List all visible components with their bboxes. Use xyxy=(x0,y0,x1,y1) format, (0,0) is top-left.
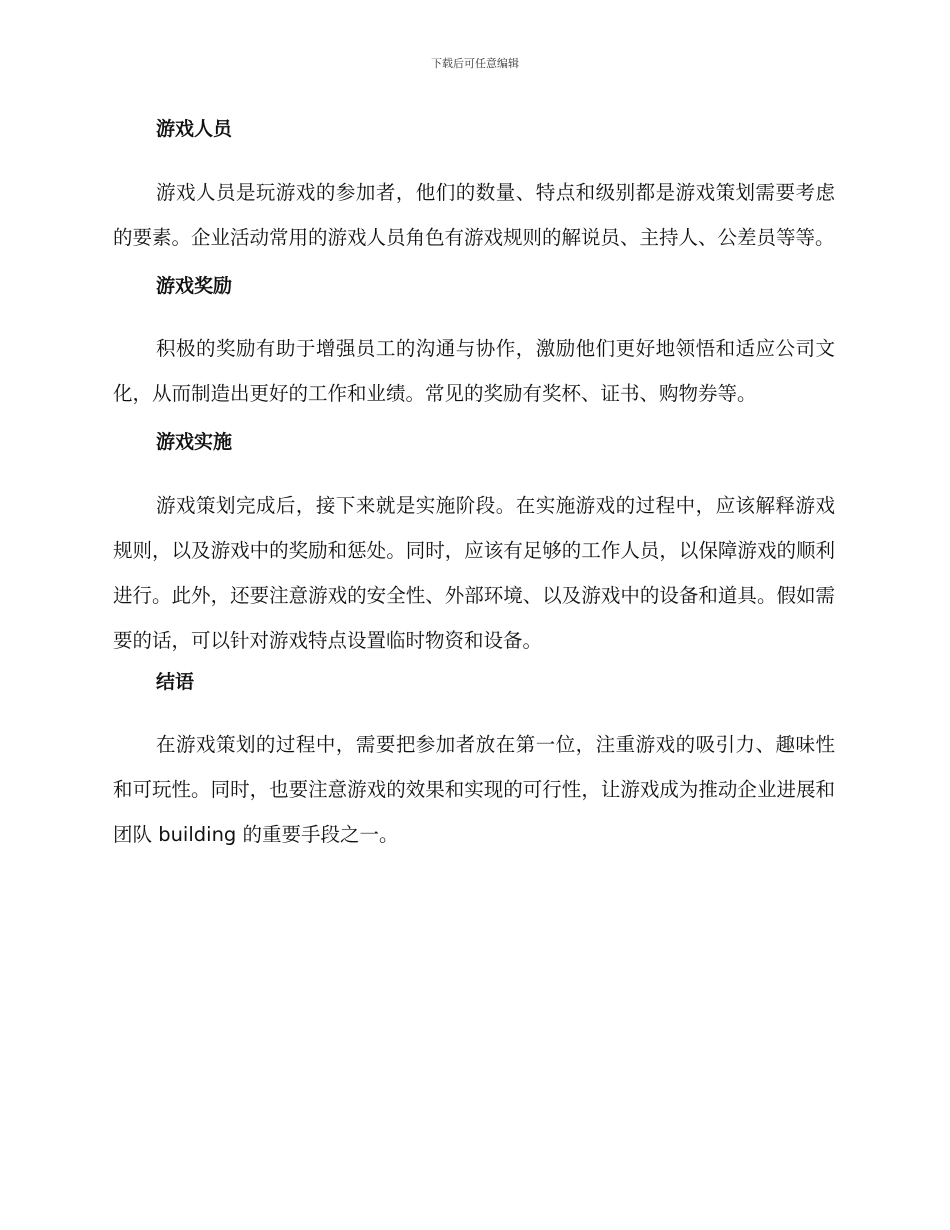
page-header-note: 下载后可任意编辑 xyxy=(431,57,519,70)
section-heading-game-rewards: 游戏奖励 xyxy=(156,275,233,297)
section-heading-game-staff: 游戏人员 xyxy=(156,118,233,140)
section-heading-game-implementation: 游戏实施 xyxy=(156,431,233,453)
section-paragraph-game-rewards: 积极的奖励有助于增强员工的沟通与协作，激励他们更好地领悟和适应公司文化，从而制造出更好的工作和业绩。常见的奖励有奖杯、证书、购物券等。 xyxy=(113,337,835,405)
section-paragraph-conclusion: 在游戏策划的过程中，需要把参加者放在第一位，注重游戏的吸引力、趣味性和可玩性。同时，也要注意游戏的效果和实现的可行性，让游戏成为推动企业进展和团队 building 的重要手段之一。 xyxy=(113,733,835,846)
section-paragraph-game-staff: 游戏人员是玩游戏的参加者，他们的数量、特点和级别都是游戏策划需要考虑的要素。企业活动常用的游戏人员角色有游戏规则的解说员、主持人、公差员等等。 xyxy=(113,181,835,249)
section-paragraph-game-implementation: 游戏策划完成后，接下来就是实施阶段。在实施游戏的过程中，应该解释游戏规则，以及游戏中的奖励和惩处。同时，应该有足够的工作人员，以保障游戏的顺利进行。此外，还要注意游戏的安全性、外部环境、以及游戏中的设备和道具。假如需要的话，可以针对游戏特点设置临时物资和设备。 xyxy=(113,494,835,652)
document-content xyxy=(113,113,835,857)
section-heading-conclusion: 结语 xyxy=(156,671,195,693)
